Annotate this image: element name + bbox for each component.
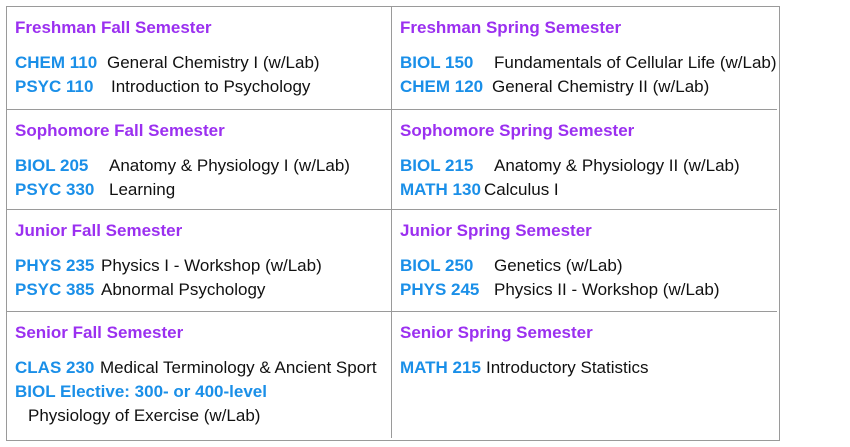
semester-title: Senior Fall Semester xyxy=(15,323,184,342)
semester-title: Freshman Fall Semester xyxy=(15,18,212,37)
course-code: BIOL 250 xyxy=(400,256,474,275)
semester-title: Freshman Spring Semester xyxy=(400,18,622,37)
semester-title: Junior Fall Semester xyxy=(15,221,183,240)
course-row xyxy=(15,178,391,202)
course-row xyxy=(15,154,391,178)
semester-title: Junior Spring Semester xyxy=(400,221,592,240)
course-code: PHYS 235 xyxy=(15,256,95,275)
course-name: Physics II - Workshop (w/Lab) xyxy=(494,280,720,299)
semester-cell-sophomore-spring xyxy=(392,110,777,210)
course-code: PSYC 110 xyxy=(15,77,94,96)
course-code: PSYC 330 xyxy=(15,180,95,199)
course-name: Physics I - Workshop (w/Lab) xyxy=(101,256,322,275)
course-row xyxy=(400,356,777,380)
course-name: Anatomy & Physiology I (w/Lab) xyxy=(109,156,350,175)
course-row xyxy=(15,254,391,278)
course-name: Medical Terminology & Ancient Sport xyxy=(100,358,377,377)
course-row xyxy=(15,75,391,99)
course-name: Genetics (w/Lab) xyxy=(494,256,623,275)
semester-cell-freshman-spring xyxy=(392,7,777,110)
course-row xyxy=(400,178,777,202)
course-row xyxy=(400,278,777,302)
course-row xyxy=(15,51,391,75)
semester-cell-senior-fall xyxy=(7,312,392,438)
semester-cell-junior-spring xyxy=(392,210,777,312)
course-code: PHYS 245 xyxy=(400,280,480,299)
course-code: PSYC 385 xyxy=(15,280,95,299)
course-name: General Chemistry I (w/Lab) xyxy=(107,53,320,72)
semester-title: Senior Spring Semester xyxy=(400,323,593,342)
course-code: CLAS 230 xyxy=(15,358,95,377)
semester-cell-freshman-fall xyxy=(7,7,392,110)
course-name: Calculus I xyxy=(484,180,559,199)
course-name: General Chemistry II (w/Lab) xyxy=(492,77,710,96)
course-code: BIOL 205 xyxy=(15,156,89,175)
semester-title: Sophomore Fall Semester xyxy=(15,121,225,140)
course-row xyxy=(15,356,391,380)
course-row xyxy=(400,51,777,75)
course-row xyxy=(15,278,391,302)
semester-cell-sophomore-fall xyxy=(7,110,392,210)
course-row xyxy=(400,75,777,99)
course-code: BIOL Elective: 300- or 400-level xyxy=(15,382,267,401)
course-code: MATH 215 xyxy=(400,358,481,377)
course-name: Introduction to Psychology xyxy=(111,77,311,96)
semester-title: Sophomore Spring Semester xyxy=(400,121,635,140)
course-name: Abnormal Psychology xyxy=(101,280,266,299)
semester-cell-junior-fall xyxy=(7,210,392,312)
course-code: BIOL 150 xyxy=(400,53,474,72)
semester-cell-senior-spring xyxy=(392,312,777,438)
course-code: CHEM 110 xyxy=(15,53,98,72)
course-name: Introductory Statistics xyxy=(486,358,649,377)
course-name: Physiology of Exercise (w/Lab) xyxy=(28,406,261,425)
course-code: CHEM 120 xyxy=(400,77,484,96)
course-row xyxy=(15,404,391,428)
course-row xyxy=(400,154,777,178)
course-name: Anatomy & Physiology II (w/Lab) xyxy=(494,156,740,175)
course-row xyxy=(400,254,777,278)
course-row xyxy=(15,380,391,404)
course-plan-table xyxy=(6,6,780,441)
course-code: BIOL 215 xyxy=(400,156,474,175)
course-code: MATH 130 xyxy=(400,180,481,199)
course-name: Learning xyxy=(109,180,176,199)
course-name: Fundamentals of Cellular Life (w/Lab) xyxy=(494,53,777,72)
